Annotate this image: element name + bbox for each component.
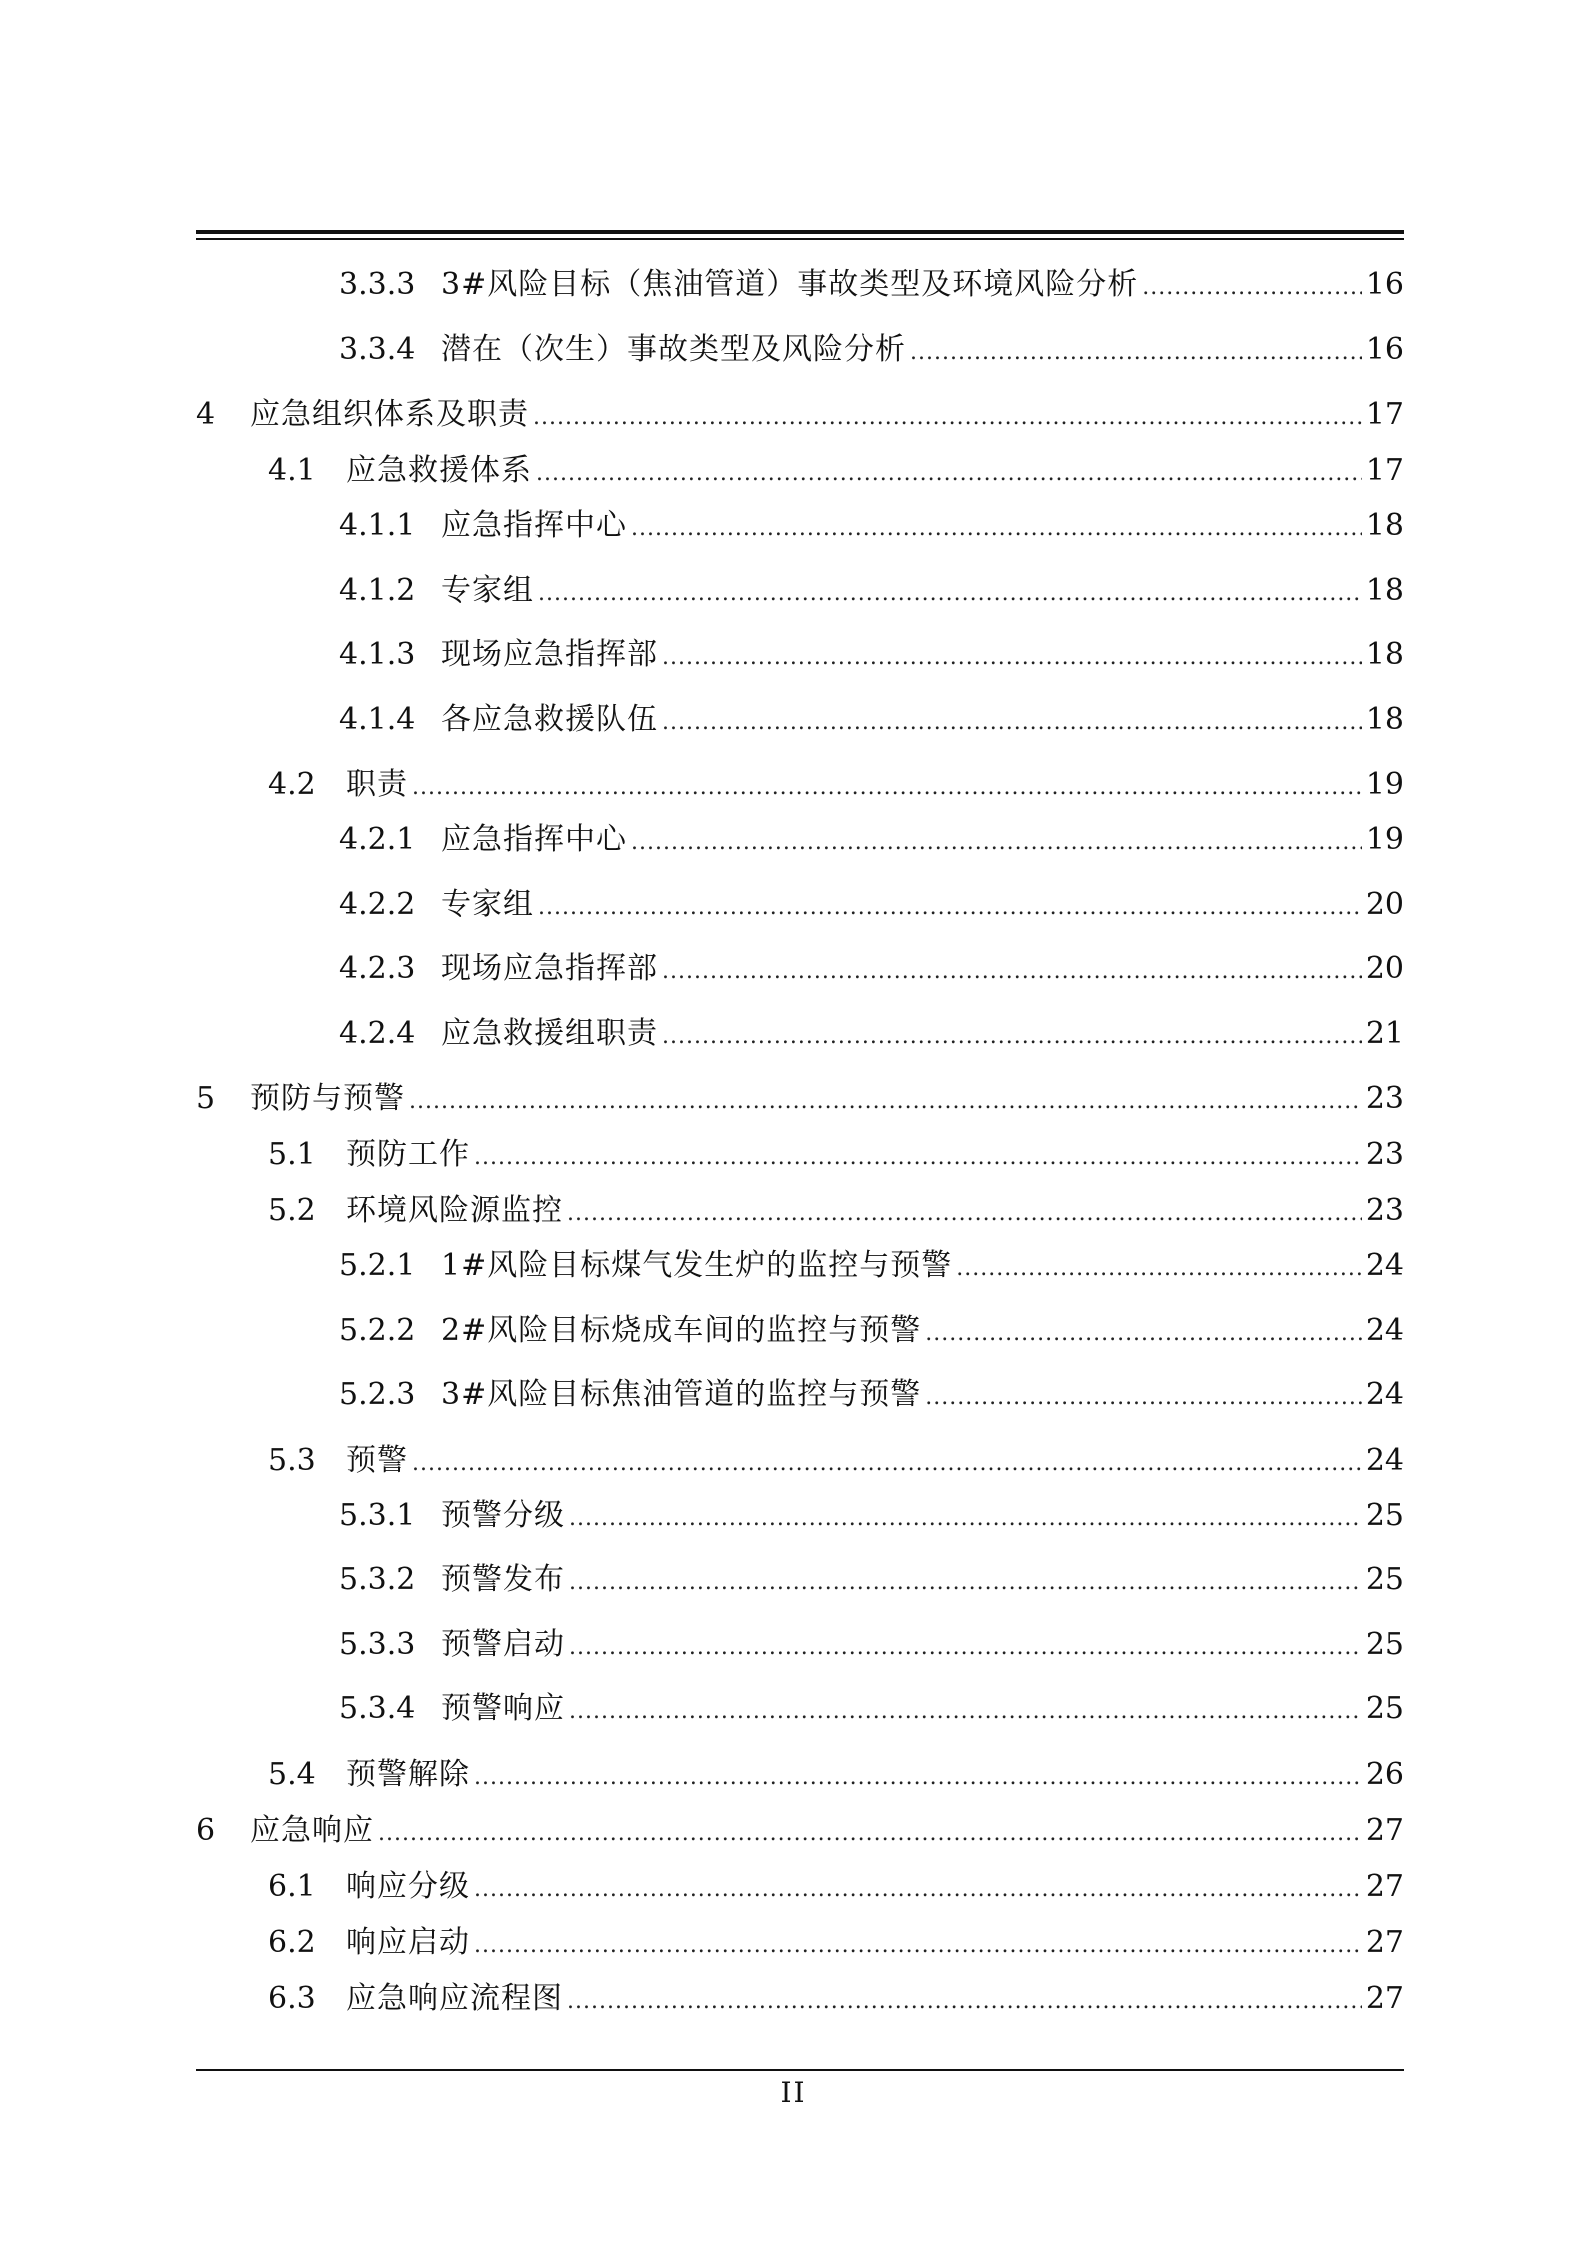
toc-entry-title: 应急救援组职责 bbox=[441, 1016, 658, 1051]
toc-entry-number: 4.2.2 bbox=[339, 887, 416, 922]
toc-entry-4-1-2[interactable] bbox=[339, 571, 1404, 611]
toc-leader-dots bbox=[538, 574, 1362, 614]
toc-leader-dots bbox=[533, 398, 1362, 438]
toc-entry-title: 环境风险源监控 bbox=[346, 1193, 563, 1228]
toc-entry-number: 5.1 bbox=[268, 1137, 316, 1172]
toc-entry-title: 应急响应流程图 bbox=[346, 1981, 563, 2016]
toc-entry-page: 17 bbox=[1365, 397, 1404, 432]
toc-leader-dots bbox=[569, 1499, 1362, 1539]
toc-entry-page: 24 bbox=[1365, 1248, 1404, 1283]
toc-leader-dots bbox=[538, 888, 1362, 928]
toc-entry-page: 19 bbox=[1365, 767, 1404, 802]
toc-entry-number: 6.3 bbox=[268, 1981, 316, 2016]
page-number: II bbox=[780, 2076, 807, 2109]
toc-entry-number: 4.1.2 bbox=[339, 573, 416, 608]
toc-entry-title: 响应分级 bbox=[346, 1869, 470, 1904]
toc-leader-dots bbox=[1142, 268, 1362, 308]
toc-entry-title: 预警分级 bbox=[441, 1498, 565, 1533]
toc-entry-page: 23 bbox=[1365, 1081, 1404, 1116]
toc-entry-3-3-4[interactable] bbox=[339, 330, 1404, 370]
toc-entry-page: 27 bbox=[1365, 1869, 1404, 1904]
toc-leader-dots bbox=[474, 1138, 1362, 1178]
toc-entry-page: 26 bbox=[1365, 1757, 1404, 1792]
toc-entry-page: 27 bbox=[1365, 1813, 1404, 1848]
toc-entry-number: 4 bbox=[196, 397, 216, 432]
toc-leader-dots bbox=[662, 638, 1362, 678]
toc-entry-title: 专家组 bbox=[441, 573, 534, 608]
toc-entry-number: 6.1 bbox=[268, 1869, 316, 1904]
toc-entry-number: 5.2.3 bbox=[339, 1377, 416, 1412]
toc-entry-number: 4.2 bbox=[268, 767, 316, 802]
toc-leader-dots bbox=[412, 768, 1362, 808]
toc-entry-4-1-4[interactable] bbox=[339, 700, 1404, 740]
toc-leader-dots bbox=[569, 1692, 1362, 1732]
toc-entry-title: 预警启动 bbox=[441, 1627, 565, 1662]
toc-entry-number: 5.3.3 bbox=[339, 1627, 416, 1662]
toc-entry-number: 4.2.1 bbox=[339, 822, 416, 857]
toc-entry-page: 16 bbox=[1365, 332, 1404, 367]
toc-entry-title: 预防工作 bbox=[346, 1137, 470, 1172]
toc-entry-number: 5 bbox=[196, 1081, 216, 1116]
toc-leader-dots bbox=[925, 1314, 1362, 1354]
toc-entry-page: 18 bbox=[1365, 573, 1404, 608]
toc-entry-page: 25 bbox=[1365, 1562, 1404, 1597]
toc-entry-title: 响应启动 bbox=[346, 1925, 470, 1960]
toc-entry-page: 27 bbox=[1365, 1981, 1404, 2016]
toc-entry-4-1-1[interactable] bbox=[339, 506, 1404, 546]
toc-leader-dots bbox=[910, 333, 1362, 373]
toc-leader-dots bbox=[567, 1194, 1362, 1234]
toc-leader-dots bbox=[569, 1628, 1362, 1668]
toc-entry-title: 应急响应 bbox=[250, 1813, 374, 1848]
toc-entry-title: 3#风险目标（焦油管道）事故类型及环境风险分析 bbox=[441, 267, 1139, 302]
toc-leader-dots bbox=[956, 1249, 1362, 1289]
toc-entry-4[interactable] bbox=[196, 395, 1404, 435]
toc-entry-page: 25 bbox=[1365, 1691, 1404, 1726]
toc-entry-5-3-3[interactable] bbox=[339, 1625, 1404, 1665]
toc-entry-number: 5.4 bbox=[268, 1757, 316, 1792]
toc-leader-dots bbox=[378, 1814, 1362, 1854]
toc-entry-5-2[interactable] bbox=[268, 1191, 1404, 1231]
toc-leader-dots bbox=[569, 1563, 1362, 1603]
toc-entry-title: 现场应急指挥部 bbox=[441, 951, 658, 986]
toc-entry-5-2-1[interactable] bbox=[339, 1246, 1404, 1286]
toc-entry-5-3[interactable] bbox=[268, 1441, 1404, 1481]
toc-entry-title: 3#风险目标焦油管道的监控与预警 bbox=[441, 1377, 922, 1412]
toc-entry-6-1[interactable] bbox=[268, 1867, 1404, 1907]
toc-entry-5-3-2[interactable] bbox=[339, 1560, 1404, 1600]
toc-entry-page: 24 bbox=[1365, 1313, 1404, 1348]
toc-leader-dots bbox=[567, 1982, 1362, 2022]
toc-entry-3-3-3[interactable] bbox=[339, 265, 1404, 305]
toc-entry-title: 预警发布 bbox=[441, 1562, 565, 1597]
toc-leader-dots bbox=[662, 1017, 1362, 1057]
toc-entry-number: 5.3.1 bbox=[339, 1498, 416, 1533]
toc-entry-page: 18 bbox=[1365, 702, 1404, 737]
toc-entry-page: 25 bbox=[1365, 1498, 1404, 1533]
toc-entry-number: 6.2 bbox=[268, 1925, 316, 1960]
toc-entry-page: 23 bbox=[1365, 1193, 1404, 1228]
toc-leader-dots bbox=[631, 823, 1362, 863]
footer-rule bbox=[196, 2069, 1404, 2071]
toc-entry-6-2[interactable] bbox=[268, 1923, 1404, 1963]
toc-entry-5[interactable] bbox=[196, 1079, 1404, 1119]
toc-entry-number: 4.1.1 bbox=[339, 508, 416, 543]
toc-leader-dots bbox=[631, 509, 1362, 549]
toc-entry-page: 16 bbox=[1365, 267, 1404, 302]
toc-leader-dots bbox=[536, 454, 1362, 494]
toc-entry-number: 4.1.3 bbox=[339, 637, 416, 672]
toc-entry-4-1-3[interactable] bbox=[339, 635, 1404, 675]
toc-leader-dots bbox=[474, 1926, 1362, 1966]
toc-entry-number: 3.3.4 bbox=[339, 332, 416, 367]
toc-entry-number: 3.3.3 bbox=[339, 267, 416, 302]
toc-entry-number: 4.1.4 bbox=[339, 702, 416, 737]
toc-entry-page: 17 bbox=[1365, 453, 1404, 488]
toc-entry-title: 1#风险目标煤气发生炉的监控与预警 bbox=[441, 1248, 953, 1283]
toc-entry-number: 5.3.2 bbox=[339, 1562, 416, 1597]
toc-entry-page: 19 bbox=[1365, 822, 1404, 857]
toc-leader-dots bbox=[474, 1758, 1362, 1798]
toc-entry-5-3-4[interactable] bbox=[339, 1689, 1404, 1729]
toc-leader-dots bbox=[474, 1870, 1362, 1910]
toc-entry-page: 20 bbox=[1365, 887, 1404, 922]
toc-entry-4-2-3[interactable] bbox=[339, 949, 1404, 989]
toc-entry-page: 24 bbox=[1365, 1377, 1404, 1412]
toc-entry-title: 预警解除 bbox=[346, 1757, 470, 1792]
toc-entry-number: 6 bbox=[196, 1813, 216, 1848]
toc-entry-5-2-2[interactable] bbox=[339, 1311, 1404, 1351]
toc-leader-dots bbox=[409, 1082, 1362, 1122]
toc-entry-title: 职责 bbox=[346, 767, 408, 802]
toc-entry-page: 21 bbox=[1365, 1016, 1404, 1051]
toc-entry-title: 预警响应 bbox=[441, 1691, 565, 1726]
toc-entry-number: 5.3 bbox=[268, 1443, 316, 1478]
toc-entry-number: 4.2.3 bbox=[339, 951, 416, 986]
toc-entry-4-2[interactable] bbox=[268, 765, 1404, 805]
toc-entry-page: 23 bbox=[1365, 1137, 1404, 1172]
toc-entry-page: 18 bbox=[1365, 508, 1404, 543]
toc-entry-6-3[interactable] bbox=[268, 1979, 1404, 2019]
toc-entry-5-3-1[interactable] bbox=[339, 1496, 1404, 1536]
toc-leader-dots bbox=[662, 952, 1362, 992]
toc-entry-title: 专家组 bbox=[441, 887, 534, 922]
toc-entry-title: 预警 bbox=[346, 1443, 408, 1478]
toc-leader-dots bbox=[412, 1444, 1362, 1484]
toc-entry-5-2-3[interactable] bbox=[339, 1375, 1404, 1415]
toc-entry-4-1[interactable] bbox=[268, 451, 1404, 491]
toc-entry-number: 4.2.4 bbox=[339, 1016, 416, 1051]
toc-entry-title: 应急组织体系及职责 bbox=[250, 397, 529, 432]
toc-entry-number: 4.1 bbox=[268, 453, 316, 488]
toc-entry-title: 应急指挥中心 bbox=[441, 508, 627, 543]
toc-entry-page: 27 bbox=[1365, 1925, 1404, 1960]
toc-entry-4-2-1[interactable] bbox=[339, 820, 1404, 860]
toc-entry-4-2-2[interactable] bbox=[339, 885, 1404, 925]
toc-entry-title: 2#风险目标烧成车间的监控与预警 bbox=[441, 1313, 922, 1348]
toc-entry-page: 20 bbox=[1365, 951, 1404, 986]
toc-entry-title: 预防与预警 bbox=[250, 1081, 405, 1116]
toc-leader-dots bbox=[925, 1378, 1362, 1418]
toc-entry-title: 应急救援体系 bbox=[346, 453, 532, 488]
toc-entry-title: 现场应急指挥部 bbox=[441, 637, 658, 672]
toc-leader-dots bbox=[662, 703, 1362, 743]
toc-entry-4-2-4[interactable] bbox=[339, 1014, 1404, 1054]
toc-entry-title: 应急指挥中心 bbox=[441, 822, 627, 857]
toc-entry-number: 5.2 bbox=[268, 1193, 316, 1228]
toc-entry-title: 潜在（次生）事故类型及风险分析 bbox=[441, 332, 906, 367]
toc-entry-number: 5.2.2 bbox=[339, 1313, 416, 1348]
toc-entry-6[interactable] bbox=[196, 1811, 1404, 1851]
toc-entry-page: 18 bbox=[1365, 637, 1404, 672]
toc-entry-page: 25 bbox=[1365, 1627, 1404, 1662]
toc-entry-5-1[interactable] bbox=[268, 1135, 1404, 1175]
toc-entry-page: 24 bbox=[1365, 1443, 1404, 1478]
toc-entry-5-4[interactable] bbox=[268, 1755, 1404, 1795]
toc-entry-title: 各应急救援队伍 bbox=[441, 702, 658, 737]
toc-entry-number: 5.2.1 bbox=[339, 1248, 416, 1283]
toc-entry-number: 5.3.4 bbox=[339, 1691, 416, 1726]
